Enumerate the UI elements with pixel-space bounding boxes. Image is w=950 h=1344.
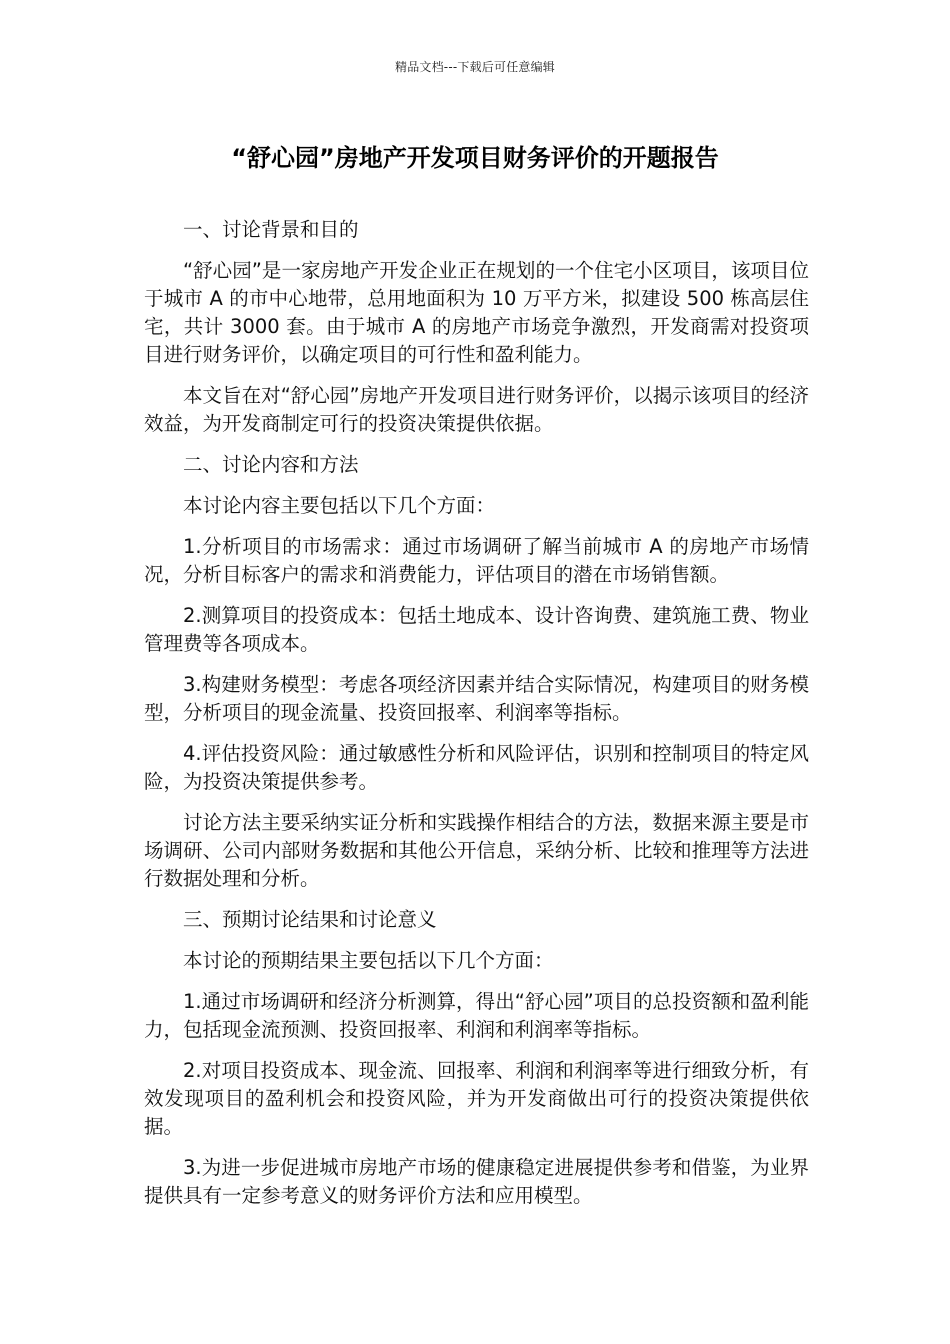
paragraph-purpose: 本文旨在对“舒心园”房地产开发项目进行财务评价，以揭示该项目的经济效益，为开发商制定可行的投资决策提供依据。 [144, 384, 809, 435]
section-heading-expected-results: 三、预期讨论结果和讨论意义 [183, 908, 437, 931]
list-item-result-industry-reference: 3.为进一步促进城市房地产市场的健康稳定进展提供参考和借鉴，为业界提供具有一定参考意义的财务评价方法和应用模型。 [144, 1156, 809, 1207]
paragraph-project-intro: “舒心园”是一家房地产开发企业正在规划的一个住宅小区项目，该项目位于城市 A 的市中心地带，总用地面积为 10 万平方米，拟建设 500 栋高层住宅，共计 3000 套。由于城市 A 的房地产市场竞争激烈，开发商需对投资项目进行财务评价，以确定项目的可行性和盈利能力。 [144, 259, 809, 366]
document-title: “舒心园”房地产开发项目财务评价的开题报告 [231, 144, 719, 172]
section-heading-background: 一、讨论背景和目的 [183, 218, 359, 241]
header-note: 精品文档---下载后可任意编辑 [395, 60, 555, 74]
list-item-market-demand: 1.分析项目的市场需求：通过市场调研了解当前城市 A 的房地产市场情况，分析目标客户的需求和消费能力，评估项目的潜在市场销售额。 [144, 535, 809, 586]
list-item-investment-cost: 2.测算项目的投资成本：包括土地成本、设计咨询费、建筑施工费、物业管理费等各项成本。 [144, 604, 809, 655]
list-item-result-total-investment: 1.通过市场调研和经济分析测算，得出“舒心园”项目的总投资额和盈利能力，包括现金流预测、投资回报率、利润和利润率等指标。 [144, 990, 809, 1041]
list-item-investment-risk: 4.评估投资风险：通过敏感性分析和风险评估，识别和控制项目的特定风险，为投资决策提供参考。 [144, 742, 809, 793]
paragraph-content-intro: 本讨论内容主要包括以下几个方面： [183, 494, 496, 517]
paragraph-results-intro: 本讨论的预期结果主要包括以下几个方面： [183, 949, 554, 972]
list-item-financial-model: 3.构建财务模型：考虑各项经济因素并结合实际情况，构建项目的财务模型，分析项目的现金流量、投资回报率、利润率等指标。 [144, 673, 809, 724]
section-heading-content-method: 二、讨论内容和方法 [183, 453, 359, 476]
paragraph-methods: 讨论方法主要采纳实证分析和实践操作相结合的方法，数据来源主要是市场调研、公司内部财务数据和其他公开信息，采纳分析、比较和推理等方法进行数据处理和分析。 [144, 811, 809, 890]
list-item-result-detailed-analysis: 2.对项目投资成本、现金流、回报率、利润和利润率等进行细致分析，有效发现项目的盈利机会和投资风险，并为开发商做出可行的投资决策提供依据。 [144, 1059, 809, 1138]
document-body [144, 216, 809, 1223]
